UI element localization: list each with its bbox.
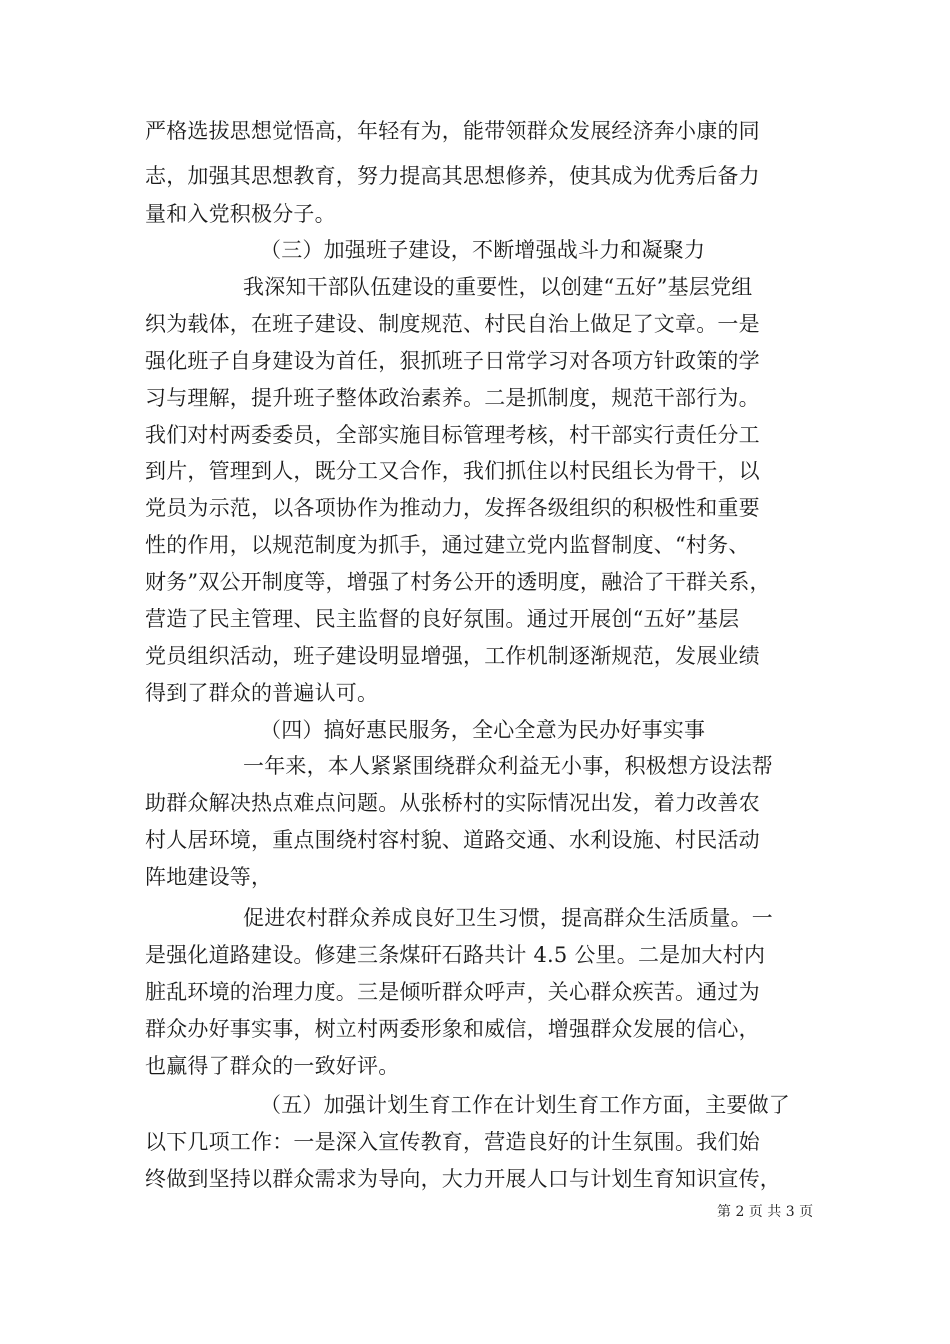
text-line: 性的作用，以规范制度为抓手，通过建立党内监督制度、“村务、	[145, 533, 750, 557]
text-line: 村人居环境，重点围绕村容村貌、道路交通、水利设施、村民活动	[145, 828, 760, 852]
page-number-footer: 第 2 页 共 3 页	[717, 1204, 814, 1220]
text-line: 也赢得了群众的一致好评。	[145, 1054, 400, 1078]
section-heading: （三）加强班子建设，不断增强战斗力和凝聚力	[260, 238, 706, 262]
text-line: 财务”双公开制度等，增强了村务公开的透明度，融洽了干群关系，	[145, 570, 771, 594]
text-line: 我深知干部队伍建设的重要性，以创建“五好”基层党组	[243, 275, 753, 299]
text-line: 群众办好事实事，树立村两委形象和威信，增强群众发展的信心，	[145, 1017, 760, 1041]
text-line: 到片，管理到人，既分工又合作，我们抓住以村民组长为骨干，以	[145, 459, 760, 483]
text-line: 一年来，本人紧紧围绕群众利益无小事，积极想方设法帮	[243, 754, 773, 778]
text-line: 以下几项工作：一是深入宣传教育，营造良好的计生氛围。我们始	[145, 1130, 760, 1154]
text-line: 促进农村群众养成良好卫生习惯，提高群众生活质量。一	[243, 906, 773, 930]
text-line: 助群众解决热点难点问题。从张桥村的实际情况出发，着力改善农	[145, 791, 760, 815]
text-line: 营造了民主管理、民主监督的良好氛围。通过开展创“五好”基层	[145, 607, 740, 631]
text-line: 严格选拔思想觉悟高，年轻有为，能带领群众发展经济奔小康的同	[145, 119, 760, 143]
text-line: 志，加强其思想教育，努力提高其思想修养，使其成为优秀后备力	[145, 164, 760, 188]
text-line: 终做到坚持以群众需求为导向，大力开展人口与计划生育知识宣传，	[145, 1167, 781, 1191]
text-line: 是强化道路建设。修建三条煤矸石路共计 4.5 公里。二是加大村内	[145, 943, 766, 967]
text-line: 织为载体，在班子建设、制度规范、村民自治上做足了文章。一是	[145, 312, 760, 336]
text-line: 脏乱环境的治理力度。三是倾听群众呼声，关心群众疾苦。通过为	[145, 980, 760, 1004]
text-line: 阵地建设等，	[145, 865, 273, 889]
text-line: 我们对村两委委员，全部实施目标管理考核，村干部实行责任分工	[145, 423, 760, 447]
text-line: 量和入党积极分子。	[145, 202, 336, 226]
text-line: 强化班子自身建设为首任，狠抓班子日常学习对各项方针政策的学	[145, 349, 760, 373]
text-line: 党员为示范，以各项协作为推动力，发挥各级组织的积极性和重要	[145, 496, 760, 520]
text-line: 习与理解，提升班子整体政治素养。二是抓制度，规范干部行为。	[145, 386, 760, 410]
section-heading: （五）加强计划生育工作在计划生育工作方面，主要做了	[260, 1093, 790, 1117]
text-line: 党员组织活动，班子建设明显增强，工作机制逐渐规范，发展业绩	[145, 644, 760, 668]
section-heading: （四）搞好惠民服务，全心全意为民办好事实事	[260, 718, 706, 742]
text-line: 得到了群众的普遍认可。	[145, 681, 379, 705]
